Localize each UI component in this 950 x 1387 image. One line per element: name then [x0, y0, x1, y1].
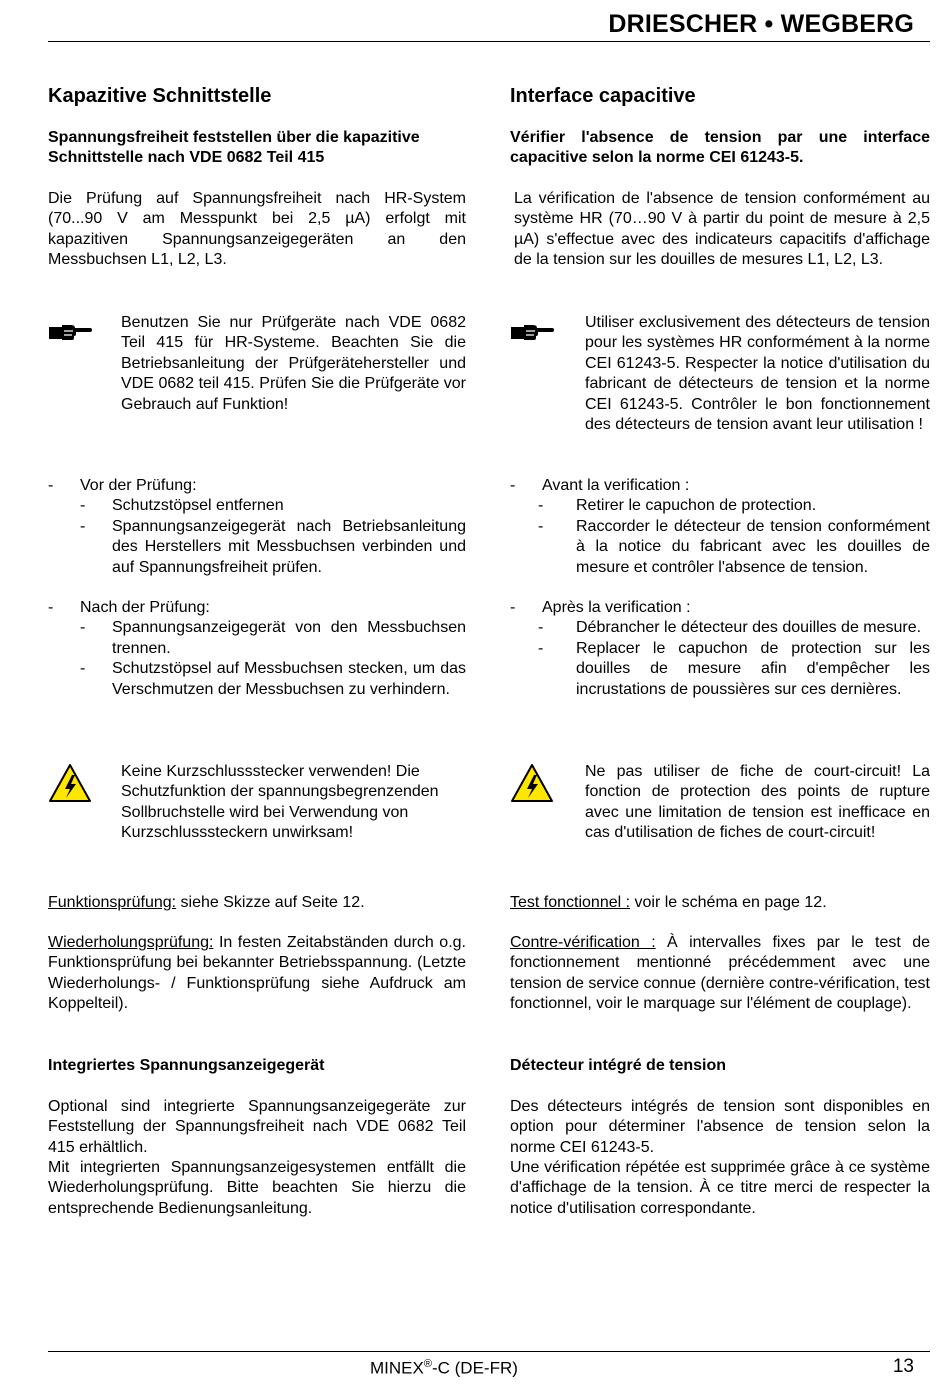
list-item: - Raccorder le détecteur de tension conformément à la notice du fabricant avec les douilles de mesure et contrôler l'absence de tension. [538, 517, 930, 576]
footer-rule [48, 1351, 930, 1352]
after-test-list [48, 598, 466, 700]
page-number: 13 [892, 1356, 914, 1377]
section-subtitle: Vérifier l'absence de tension par une interface capacitive selon la norme CEI 61243-5. [510, 129, 930, 167]
header-rule [48, 41, 930, 42]
list-item: - Spannungsanzeigegerät nach Betriebsanleitung des Herstellers mit Messbuchsen verbinden und auf Spannungsfreiheit prüfen. [80, 517, 466, 576]
function-test-paragraph: Funktionsprüfung: siehe Skizze auf Seite 12. [48, 894, 365, 911]
list-item: - Après la verification : [510, 599, 691, 616]
function-test-label: Funktionsprüfung: [48, 894, 177, 911]
list-item: - Avant la verification : [510, 477, 690, 494]
warning-high-voltage-icon [510, 763, 554, 803]
list-item: - Débrancher le détecteur des douilles de mesure. [538, 619, 922, 637]
warning-high-voltage-icon [48, 763, 92, 803]
integrated-title: Détecteur intégré de tension [510, 1057, 727, 1074]
warning-paragraph: Keine Kurzschlussstecker verwenden! Die Schutzfunktion der spannungsbegrenzenden Sollbruchstelle wird bei Verwendung von Kurzschlusssteckern unwirksam! [121, 763, 439, 842]
function-test-paragraph: Test fonctionnel : voir le schéma en page 12. [510, 894, 827, 911]
integrated-paragraph-2: Une vérification répétée est supprimée grâce à ce système d'affichage de la tension. À ce titre merci de respecter la notice d'utilisation correspondante. [510, 1159, 930, 1217]
before-test-list [510, 476, 930, 578]
list-item: - Replacer le capuchon de protection sur les douilles de mesure afin d'empêcher les incrustations de poussières sur ces dernières. [538, 639, 930, 698]
section-subtitle: Spannungsfreiheit feststellen über die kapazitive Schnittstelle nach VDE 0682 Teil 415 [48, 129, 420, 167]
note-paragraph: Utiliser exclusivement des détecteurs de tension pour les systèmes HR conformément à la norme CEI 61243-5. Respecter la notice d'utilisation du fabricant de détecteurs de tension et la norme CEI 61243-5. Contrôler le bon fonctionnement des détecteurs de tension avant leur utilisation ! [585, 314, 930, 434]
before-test-list [48, 476, 466, 578]
integrated-title: Integriertes Spannungsanzeigegerät [48, 1057, 325, 1074]
integrated-paragraph: Des détecteurs intégrés de tension sont disponibles en option pour déterminer l'absence de tension selon la norme CEI 61243-5. [510, 1098, 930, 1156]
after-test-list [510, 598, 930, 700]
repeat-test-paragraph: Contre-vérification : À intervalles fixes par le test de fonctionnement mentionné précédemment avec une tension de service connue (dernière contre-vérification, test fonctionnel, voir le marquage sur l'élément de couplage). [510, 934, 931, 1013]
integrated-paragraph-2: Mit integrierten Spannungsanzeigesystemen entfällt die Wiederholungsprüfung. Bitte beachten Sie hierzu die entsprechende Bedienungsanleitung. [48, 1159, 466, 1217]
integrated-paragraph: Optional sind integrierte Spannungsanzeigegeräte zur Feststellung der Spannungsfreiheit nach VDE 0682 Teil 415 erhältlich. [48, 1098, 466, 1156]
footer-product: MINEX®-C (DE-FR) [370, 1358, 518, 1378]
intro-paragraph: Die Prüfung auf Spannungsfreiheit nach HR-System (70...90 V am Messpunkt bei 2,5 µA) erfolgt mit kapazitiven Spannungsanzeigegeräten an den Messbuchsen L1, L2, L3. [48, 190, 466, 269]
list-item: - Vor der Prüfung: [48, 477, 197, 494]
intro-paragraph: La vérification de l'absence de tension conformément au système HR (70…90 V à partir du point de mesure à 2,5 µA) s'effectue avec des indicateurs capacitifs d'affichage de la tension sur les douilles de mesures L1, L2, L3. [514, 190, 930, 269]
pointing-hand-icon [48, 320, 92, 342]
list-item: - Schutzstöpsel auf Messbuchsen stecken, um das Verschmutzen der Messbuchsen zu verhindern. [80, 660, 466, 698]
note-paragraph: Benutzen Sie nur Prüfgeräte nach VDE 0682 Teil 415 für HR-Systeme. Beachten Sie die Betriebsanleitung der Prüfgerätehersteller und VDE 0682 teil 415. Prüfen Sie die Prüfgeräte vor Gebrauch auf Funktion! [121, 314, 466, 413]
repeat-test-paragraph: Wiederholungsprüfung: In festen Zeitabständen durch o.g. Funktionsprüfung bei bekannter Betriebsspannung. (Letzte Wiederholungs- / Funktionsprüfung siehe Aufdruck am Koppelteil). [48, 934, 466, 1013]
warning-paragraph: Ne pas utiliser de fiche de court-circuit! La fonction de protection des points de rupture avec une limitation de tension est inefficace en cas d'utilisation de fiches de court-circuit! [585, 763, 930, 842]
section-title: Interface capacitive [510, 85, 696, 107]
section-title: Kapazitive Schnittstelle [48, 85, 272, 107]
list-item: - Spannungsanzeigegerät von den Messbuchsen trennen. [80, 619, 466, 657]
header-company: DRIESCHER • WEGBERG [608, 10, 914, 38]
repeat-test-label: Wiederholungsprüfung: [48, 934, 214, 951]
list-item: - Nach der Prüfung: [48, 599, 210, 616]
list-item: - Retirer le capuchon de protection. [538, 497, 817, 515]
function-test-label: Test fonctionnel : [510, 894, 631, 911]
list-item: - Schutzstöpsel entfernen [80, 497, 284, 515]
pointing-hand-icon [510, 320, 554, 342]
repeat-test-label: Contre-vérification : [510, 934, 656, 951]
